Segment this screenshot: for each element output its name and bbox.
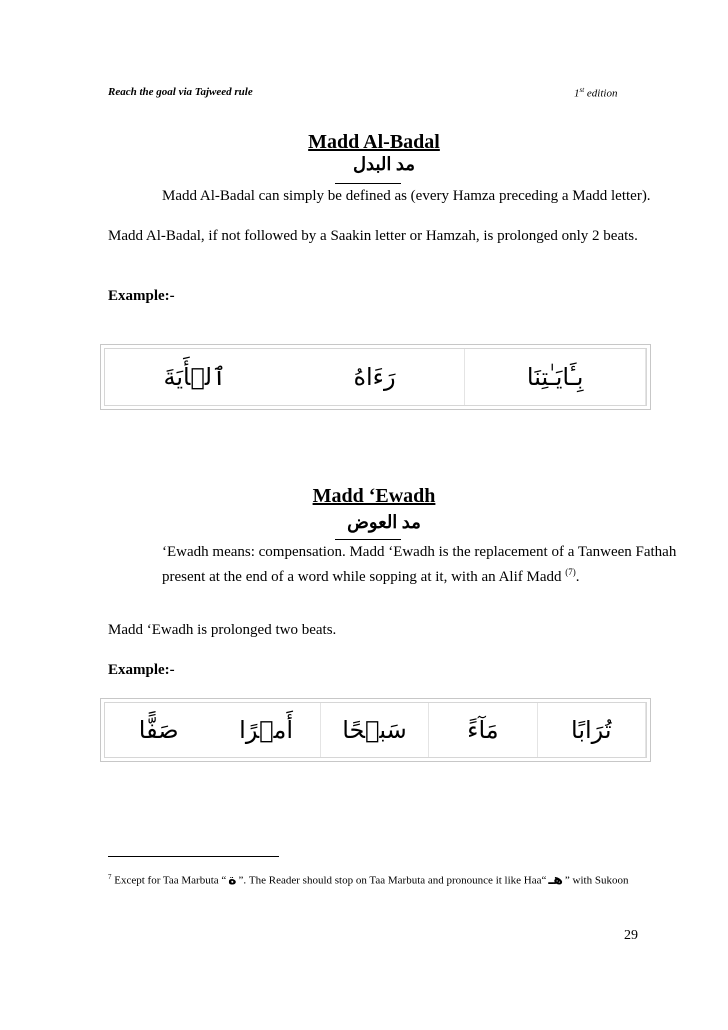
- definition-paragraph: Madd Al-Badal can simply be defined as (every Hamza preceding a Madd letter).: [162, 188, 651, 204]
- arabic-title-underline: [335, 539, 401, 540]
- footnote-text: Except for Taa Marbuta “: [114, 874, 227, 887]
- definition-text: ‘Ewadh means: compensation. Madd ‘Ewadh is the replacement of a Tanween Fathah present at the end of a word while sopping at it, with an Alif Madd: [162, 544, 677, 585]
- section-title-madd-al-badal: Madd Al-Badal: [308, 131, 440, 153]
- example-word: بِـَٔايَـٰتِنَا: [465, 349, 646, 405]
- footnote-reference: (7): [565, 567, 576, 577]
- footnote-text: ”. The Reader should stop on Taa Marbuta and pronounce it like Haa“: [238, 874, 547, 887]
- haa-glyph: هـ: [548, 871, 563, 888]
- arabic-title-underline: [335, 183, 401, 184]
- example-word: أَمۡرًا: [212, 703, 320, 757]
- running-header-edition: [574, 86, 617, 100]
- example-word: صَفًّا: [138, 716, 179, 744]
- example-word: مَآءً: [429, 703, 537, 757]
- example-word: سَبۡحًا: [321, 703, 429, 757]
- rule-paragraph: Madd Al-Badal, if not followed by a Saakin letter or Hamzah, is prolonged only 2 beats.: [108, 228, 638, 244]
- footnote-number: 7: [108, 873, 112, 881]
- footnote-text: ” with Sukoon: [564, 874, 629, 887]
- example-label: Example:-: [108, 662, 175, 678]
- section-title-madd-ewadh: Madd ‘Ewadh: [312, 485, 436, 507]
- footnote-separator: [108, 856, 279, 857]
- example-word: ٱلۡأَيَةَ: [163, 363, 227, 391]
- definition-end: .: [575, 569, 580, 585]
- definition-paragraph: [108, 542, 702, 587]
- running-header-title: Reach the goal via Tajweed rule: [108, 86, 253, 98]
- example-table: [100, 698, 651, 762]
- section-arabic-title: مد العوض: [347, 512, 421, 532]
- example-word: تُرَابًا: [538, 703, 646, 757]
- example-label: Example:-: [108, 288, 175, 304]
- rule-paragraph: Madd ‘Ewadh is prolonged two beats.: [108, 622, 337, 638]
- page-number: 29: [624, 928, 638, 943]
- example-row: [104, 702, 647, 758]
- example-word: رَءَاهُ: [285, 349, 466, 405]
- edition-word: edition: [586, 87, 618, 100]
- edition-suffix: st: [579, 86, 585, 94]
- taa-marbuta-glyph: ة: [228, 871, 237, 888]
- edition-number: 1: [574, 87, 580, 100]
- example-table: [100, 344, 651, 410]
- example-row: [104, 348, 647, 406]
- footnote: [108, 866, 648, 892]
- section-arabic-title: مد البدل: [352, 154, 416, 174]
